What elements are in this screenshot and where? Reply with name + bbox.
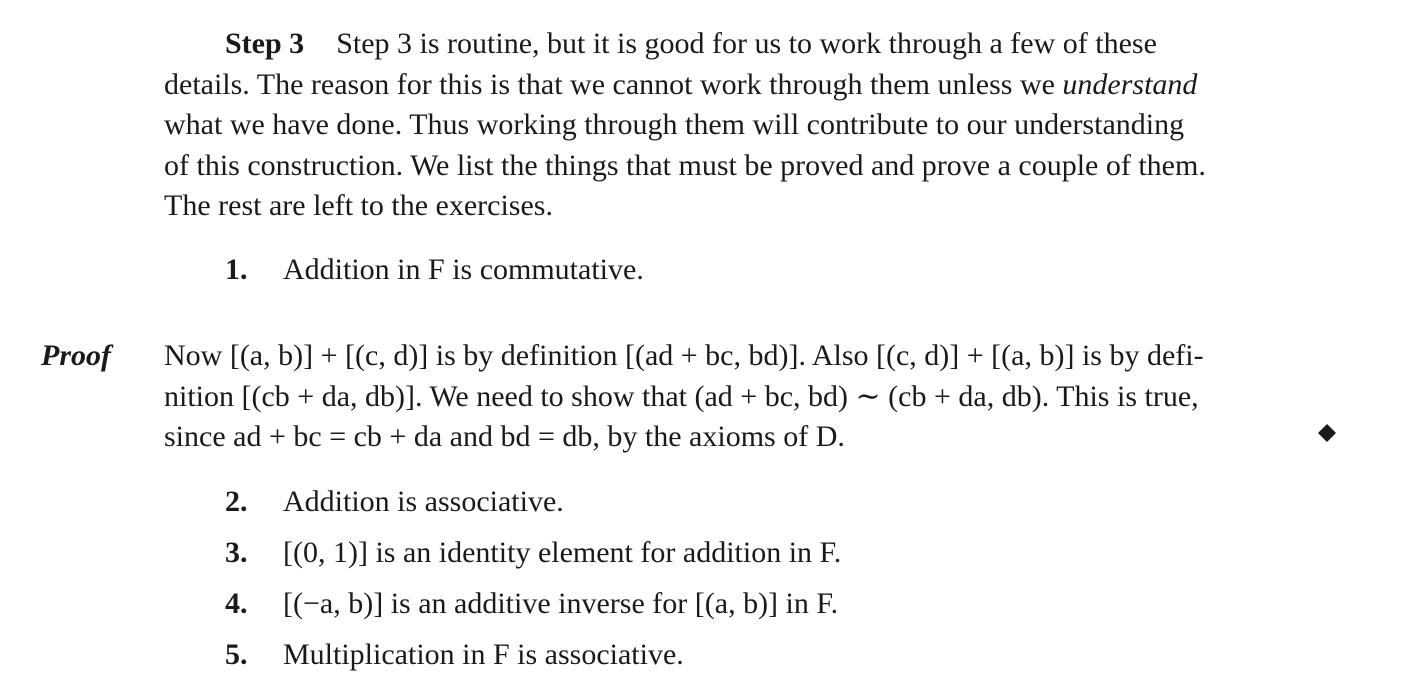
list-item-text: Multiplication in F is associative. xyxy=(283,638,684,671)
step3-heading: Step 3 xyxy=(225,27,305,60)
step3-line-5: The rest are left to the exercises. xyxy=(164,189,553,222)
list-item-1 xyxy=(225,250,644,291)
step3-italic-word: understand xyxy=(1062,67,1198,101)
step3-line-2 xyxy=(164,65,1342,106)
list-item-number: 3. xyxy=(225,536,248,569)
step3-line-1 xyxy=(164,24,1342,65)
list-item-2 xyxy=(225,482,564,523)
step3-paragraph xyxy=(164,24,1342,227)
list-item-5 xyxy=(225,635,684,676)
list-item-text: [(−a, b)] is an additive inverse for [(a, b)] in F. xyxy=(283,587,839,620)
step3-line-2-text: details. The reason for this is that we cannot work through them unless we xyxy=(164,67,1063,101)
list-item-4 xyxy=(225,584,838,625)
list-item-text: Addition in F is commutative. xyxy=(283,253,644,286)
list-item-number: 2. xyxy=(225,485,248,518)
step3-line-4: of this construction. We list the things that must be proved and prove a couple of them. xyxy=(164,148,1206,182)
step3-line-1-text: Step 3 is routine, but it is good for us to work through a few of these xyxy=(336,27,1157,60)
list-item-3 xyxy=(225,533,841,574)
proof-line-3: since ad + bc = cb + da and bd = db, by the axioms of D. xyxy=(164,420,845,453)
proof-body xyxy=(164,336,1342,458)
qed-diamond-icon xyxy=(1318,424,1336,442)
list-item-number: 1. xyxy=(225,253,248,286)
list-item-text: Addition is associative. xyxy=(283,485,564,518)
proof-line-1: Now [(a, b)] + [(c, d)] is by definition [(ad + bc, bd)]. Also [(c, d)] + [(a, b)] is by defi- xyxy=(164,339,1204,372)
proof-label: Proof xyxy=(41,339,111,372)
proof-line-2: nition [(cb + da, db)]. We need to show that (ad + bc, bd) ∼ (cb + da, db). This is true, xyxy=(164,379,1199,413)
list-item-text: [(0, 1)] is an identity element for addition in F. xyxy=(283,536,842,569)
list-item-number: 4. xyxy=(225,587,248,620)
step3-line-3: what we have done. Thus working through them will contribute to our understanding xyxy=(164,108,1185,141)
list-item-number: 5. xyxy=(225,638,248,671)
